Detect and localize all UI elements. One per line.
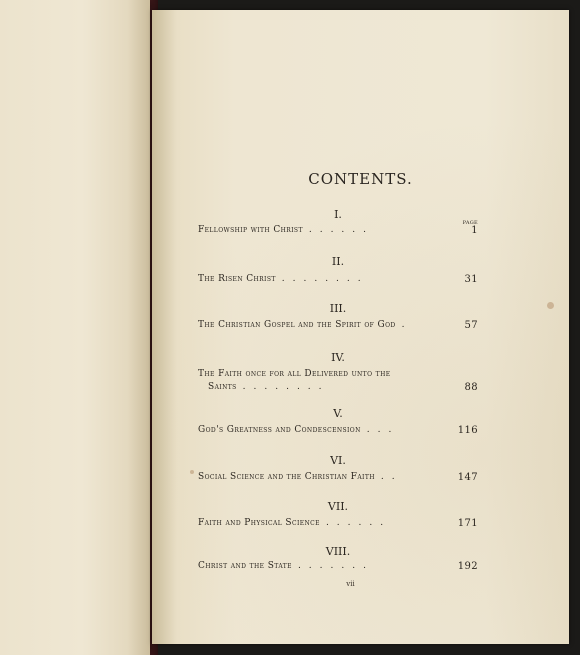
chapter-title-line (198, 518, 478, 528)
leader-dots: ........ (281, 274, 369, 284)
chapter-numeral: VI. (330, 454, 346, 467)
contents-page (152, 10, 569, 644)
chapter-title-line (198, 425, 478, 435)
page-number: 116 (457, 425, 478, 436)
page-number: 171 (457, 518, 478, 529)
chapter-title-line (198, 472, 478, 482)
chapter-title: Social Science and the Christian Faith (198, 472, 375, 482)
page-number: 88 (464, 382, 478, 393)
leader-dots: ....... (297, 561, 374, 571)
toc-entry-4 (198, 351, 478, 397)
leader-dots: .. (380, 472, 403, 482)
chapter-title: The Risen Christ (198, 274, 276, 284)
leader-dots: ...... (325, 518, 392, 528)
page-folio: vii (346, 580, 355, 588)
toc-entry-3 (198, 302, 478, 332)
toc-entry-1 (198, 208, 478, 238)
page-column-header: PAGE (462, 220, 478, 226)
toc-entry-6 (198, 454, 478, 484)
chapter-title: Faith and Physical Science (198, 518, 320, 528)
toc-entry-5 (198, 407, 478, 437)
foxing-spot (190, 470, 194, 474)
chapter-title: Christ and the State (198, 561, 292, 571)
foxing-spot (547, 302, 554, 309)
chapter-numeral: III. (329, 302, 347, 315)
page-number: 1 (471, 225, 478, 236)
toc-entry-2 (198, 255, 478, 285)
chapter-title: The Christian Gospel and the Spirit of God (198, 320, 396, 330)
chapter-title: God's Greatness and Condescension (198, 425, 361, 435)
chapter-title-line (198, 274, 478, 284)
leader-dots: ...... (308, 225, 375, 235)
chapter-title-line (198, 369, 478, 379)
chapter-title-line (208, 382, 478, 392)
chapter-numeral: V. (333, 407, 343, 420)
left-page (0, 0, 150, 655)
contents-title: CONTENTS. (308, 170, 413, 188)
chapter-title-line (198, 320, 478, 330)
chapter-numeral: IV. (331, 351, 345, 364)
chapter-title: The Faith once for all Delivered unto the (198, 369, 391, 379)
page-number: 147 (457, 472, 478, 483)
leader-dots: ... (366, 425, 400, 435)
page-number: 57 (464, 320, 478, 331)
chapter-numeral: I. (334, 208, 342, 221)
leader-dots: ........ (242, 382, 330, 392)
page-number: 31 (464, 274, 478, 285)
page-number: 192 (457, 561, 478, 572)
leader-dots: . (401, 320, 413, 330)
chapter-numeral: VII. (327, 500, 349, 513)
chapter-numeral: VIII. (325, 545, 351, 558)
chapter-title-line (198, 225, 478, 235)
chapter-title-line (198, 561, 478, 571)
toc-entry-8 (198, 545, 478, 575)
toc-entry-7 (198, 500, 478, 530)
chapter-title: Fellowship with Christ (198, 225, 303, 235)
chapter-title-continued: Saints (208, 382, 237, 392)
chapter-numeral: II. (331, 255, 345, 268)
